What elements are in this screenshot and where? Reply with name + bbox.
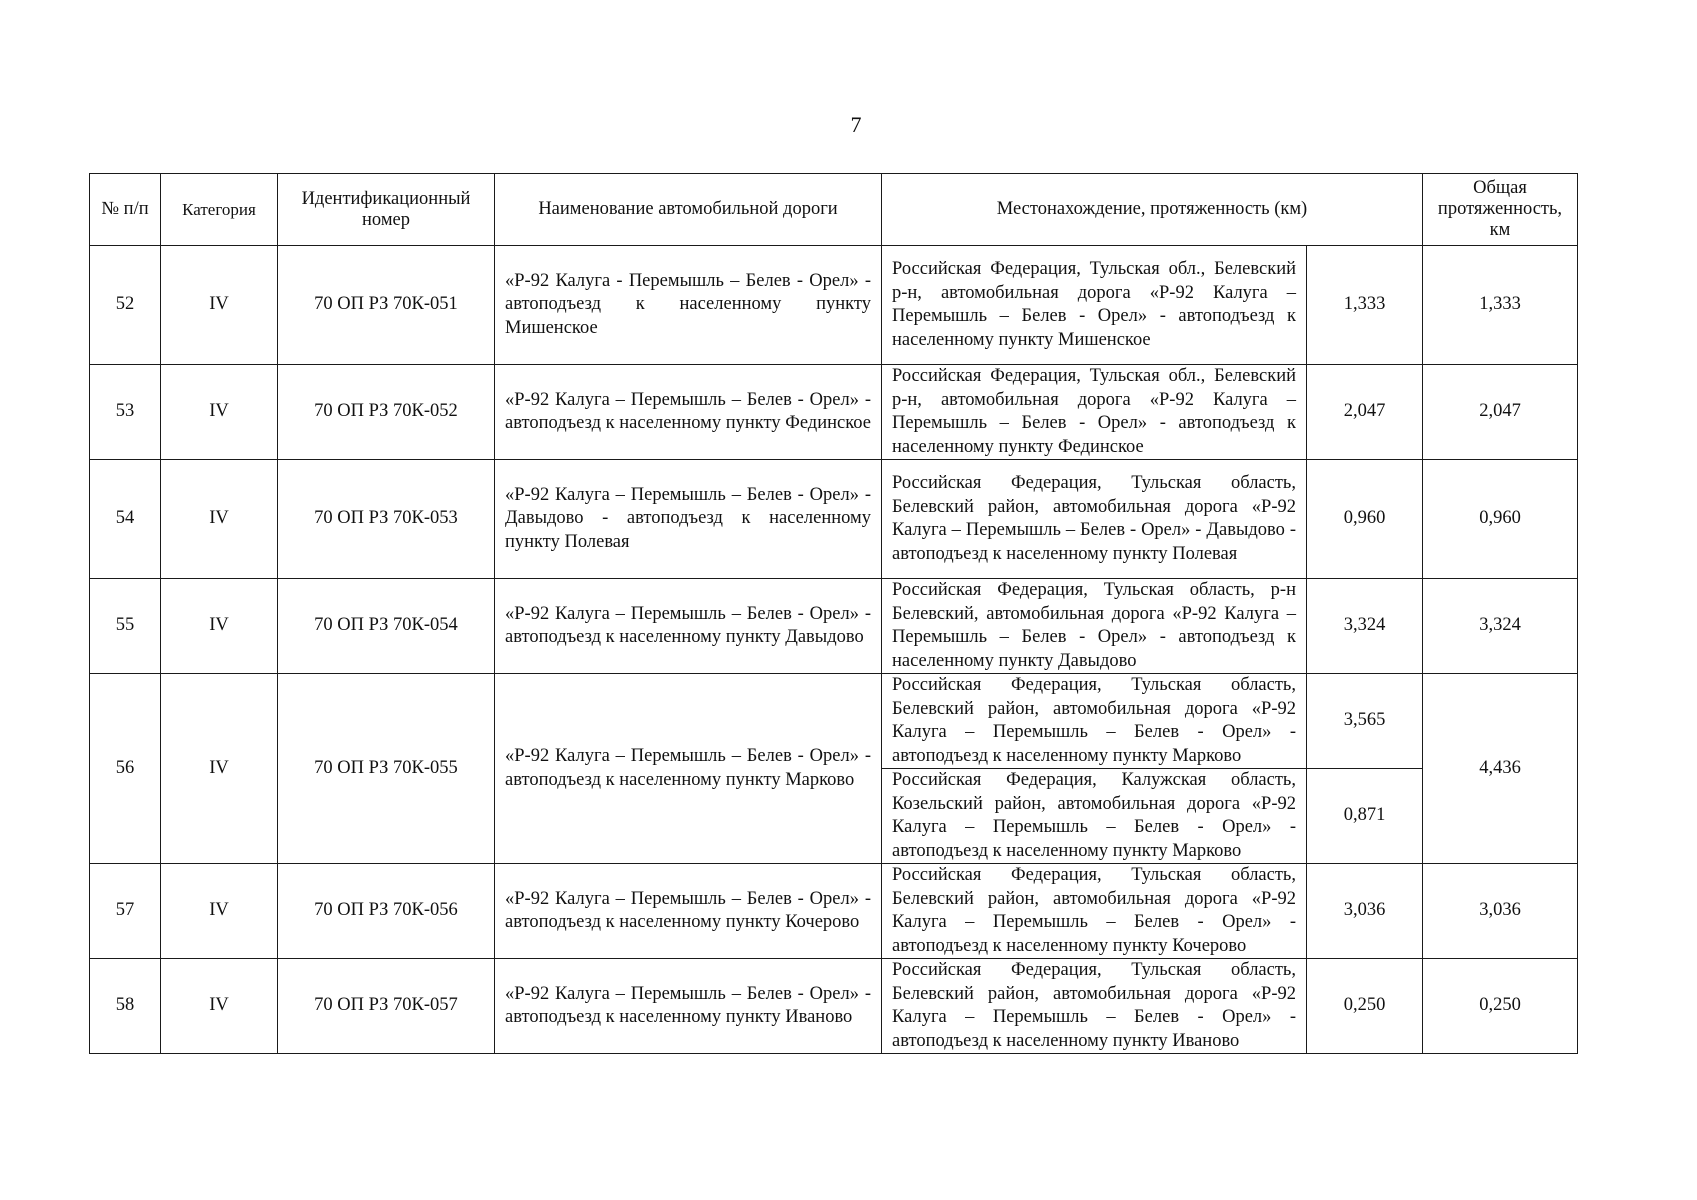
row-category: IV [161,959,278,1054]
table-row [90,365,1578,460]
row-category: IV [161,365,278,460]
row-segment-length: 0,871 [1307,769,1423,864]
row-total-length: 0,960 [1423,460,1578,579]
row-number: 53 [90,365,161,460]
row-number: 55 [90,579,161,674]
row-id-number: 70 ОП РЗ 70К-051 [278,246,495,365]
row-category: IV [161,674,278,864]
row-segment-length: 3,324 [1307,579,1423,674]
table-row [90,246,1578,365]
row-location: Российская Федерация, Тульская обл., Белевский р-н, автомобильная дорога «Р-92 Калуга – Перемышль – Белев - Орел» - автоподъезд к населенному пункту Фединское [882,365,1307,460]
row-location: Российская Федерация, Тульская область, Белевский район, автомобильная дорога «Р-92 Калуга – Перемышль – Белев - Орел» - Давыдово - автоподъезд к населенному пункту Полевая [882,460,1307,579]
roads-table [89,173,1578,1054]
header-total: Общая протяженность, км [1423,174,1578,246]
row-road-name: «Р-92 Калуга – Перемышль – Белев - Орел» - автоподъезд к населенному пункту Фединское [495,365,882,460]
header-category: Категория [161,174,278,246]
row-location: Российская Федерация, Тульская область, Белевский район, автомобильная дорога «Р-92 Калуга – Перемышль – Белев - Орел» - автоподъезд к населенному пункту Марково [882,674,1307,769]
table-row [90,959,1578,1054]
row-road-name: «Р-92 Калуга – Перемышль – Белев - Орел» - автоподъезд к населенному пункту Кочерово [495,864,882,959]
row-road-name: «Р-92 Калуга – Перемышль – Белев - Орел» - Давыдово - автоподъезд к населенному пункту Полевая [495,460,882,579]
row-number: 56 [90,674,161,864]
row-road-name: «Р-92 Калуга – Перемышль – Белев - Орел» - автоподъезд к населенному пункту Давыдово [495,579,882,674]
page-number: 7 [850,112,862,137]
row-category: IV [161,460,278,579]
row-number: 57 [90,864,161,959]
table-row [90,579,1578,674]
row-total-length: 2,047 [1423,365,1578,460]
row-location: Российская Федерация, Калужская область, Козельский район, автомобильная дорога «Р-92 Калуга – Перемышль – Белев - Орел» - автоподъезд к населенному пункту Марково [882,769,1307,864]
row-location: Российская Федерация, Тульская область, Белевский район, автомобильная дорога «Р-92 Калуга – Перемышль – Белев - Орел» - автоподъезд к населенному пункту Кочерово [882,864,1307,959]
row-segment-length: 0,960 [1307,460,1423,579]
header-row [90,174,1578,246]
row-id-number: 70 ОП РЗ 70К-055 [278,674,495,864]
header-num: № п/п [90,174,161,246]
row-location: Российская Федерация, Тульская область, р-н Белевский, автомобильная дорога «Р-92 Калуга – Перемышль – Белев - Орел» - автоподъезд к населенному пункту Давыдово [882,579,1307,674]
row-id-number: 70 ОП РЗ 70К-053 [278,460,495,579]
row-id-number: 70 ОП РЗ 70К-054 [278,579,495,674]
row-category: IV [161,864,278,959]
row-total-length: 0,250 [1423,959,1578,1054]
row-number: 58 [90,959,161,1054]
header-location: Местонахождение, протяженность (км) [882,174,1423,246]
row-total-length: 1,333 [1423,246,1578,365]
row-total-length: 3,324 [1423,579,1578,674]
row-road-name: «Р-92 Калуга – Перемышль – Белев - Орел» - автоподъезд к населенному пункту Марково [495,674,882,864]
header-road-name: Наименование автомобильной дороги [495,174,882,246]
row-road-name: «Р-92 Калуга - Перемышль – Белев - Орел» - автоподъезд к населенному пункту Мишенское [495,246,882,365]
row-category: IV [161,579,278,674]
header-id-number: Идентификационный номер [278,174,495,246]
row-segment-length: 3,036 [1307,864,1423,959]
row-number: 54 [90,460,161,579]
row-location: Российская Федерация, Тульская обл., Белевский р-н, автомобильная дорога «Р-92 Калуга – Перемышль – Белев - Орел» - автоподъезд к населенному пункту Мишенское [882,246,1307,365]
row-segment-length: 2,047 [1307,365,1423,460]
table-row [90,864,1578,959]
row-location: Российская Федерация, Тульская область, Белевский район, автомобильная дорога «Р-92 Калуга – Перемышль – Белев - Орел» - автоподъезд к населенному пункту Иваново [882,959,1307,1054]
row-id-number: 70 ОП РЗ 70К-056 [278,864,495,959]
table-row [90,674,1578,769]
row-category: IV [161,246,278,365]
row-id-number: 70 ОП РЗ 70К-057 [278,959,495,1054]
row-segment-length: 1,333 [1307,246,1423,365]
row-total-length: 3,036 [1423,864,1578,959]
row-number: 52 [90,246,161,365]
row-segment-length: 3,565 [1307,674,1423,769]
row-segment-length: 0,250 [1307,959,1423,1054]
row-road-name: «Р-92 Калуга – Перемышль – Белев - Орел» - автоподъезд к населенному пункту Иваново [495,959,882,1054]
row-total-length: 4,436 [1423,674,1578,864]
row-id-number: 70 ОП РЗ 70К-052 [278,365,495,460]
table-row [90,460,1578,579]
